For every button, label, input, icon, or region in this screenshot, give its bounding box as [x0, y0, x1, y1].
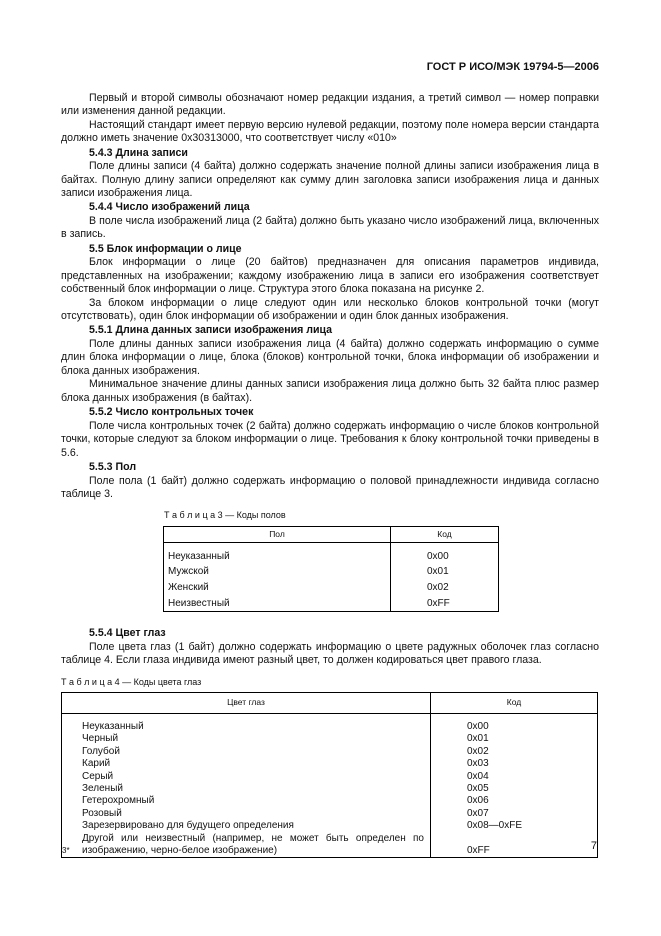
table-row — [62, 758, 598, 770]
paragraph: Поле пола (1 байт) должно содержать информацию о половой принадлежности индивида согласно таблице 3. — [61, 474, 599, 500]
table-row — [164, 580, 499, 596]
gender-cell: Неизвестный — [164, 596, 391, 612]
table-row — [62, 808, 598, 820]
table-spacer-row — [62, 713, 598, 721]
section-heading: 5.5.4 Цвет глаз — [89, 627, 166, 640]
eye-color-cell: Зеленый — [62, 783, 431, 795]
gender-cell: Неуказанный — [164, 549, 391, 565]
paragraph: Поле длины данных записи изображения лица (4 байта) должно содержать информацию о сумме длин блока информации о лице, блока (блоков) контрольной точки, блока информации об изображении и блока данных изображения. — [61, 338, 599, 377]
code-cell: 0x02 — [391, 580, 499, 596]
eye-color-cell: Зарезервировано для будущего определения — [62, 820, 431, 832]
eye-color-codes-table — [61, 692, 598, 858]
table-header-row — [164, 526, 499, 542]
section-heading: 5.4.4 Число изображений лица — [89, 201, 250, 214]
eye-color-cell: Карий — [62, 758, 431, 770]
table-row — [62, 833, 598, 858]
table-row — [62, 746, 598, 758]
code-cell: 0x02 — [431, 746, 598, 758]
table-row — [62, 820, 598, 832]
code-cell: 0x07 — [431, 808, 598, 820]
page-number: 7 — [590, 840, 597, 852]
eye-color-cell: Неуказанный — [62, 721, 431, 733]
eye-color-cell: Черный — [62, 733, 431, 745]
paragraph: Минимальное значение длины данных записи изображения лица должно быть 32 байта плюс размер блока данных изображения (в байтах). — [61, 378, 599, 404]
sheet-mark: 3* — [62, 846, 70, 855]
table-row — [164, 549, 499, 565]
code-cell: 0x08—0xFE — [431, 820, 598, 832]
code-cell: 0xFF — [431, 833, 598, 858]
table-row — [62, 783, 598, 795]
table-caption: Т а б л и ц а 3 — Коды полов — [164, 510, 286, 521]
section-heading: 5.5.2 Число контрольных точек — [89, 406, 254, 419]
table-row — [62, 733, 598, 745]
gender-cell: Мужской — [164, 564, 391, 580]
table-row — [62, 721, 598, 733]
table-row — [164, 564, 499, 580]
standard-header: ГОСТ Р ИСО/МЭК 19794-5—2006 — [426, 61, 599, 73]
table-row — [62, 771, 598, 783]
code-cell: 0x03 — [431, 758, 598, 770]
code-cell: 0x00 — [431, 721, 598, 733]
code-cell: 0x05 — [431, 783, 598, 795]
eye-color-cell: Голубой — [62, 746, 431, 758]
column-header-gender: Пол — [164, 526, 391, 542]
paragraph: Поле числа контрольных точек (2 байта) должно содержать информацию о числе блоков контрольной точки, которые следуют за блоком информации о лице. Требования к блоку контрольной точки приведены в 5.6. — [61, 419, 599, 459]
section-heading: 5.5.3 Пол — [89, 460, 137, 473]
code-cell: 0x01 — [391, 564, 499, 580]
code-cell: 0x01 — [431, 733, 598, 745]
table-row — [62, 795, 598, 807]
table-caption: Т а б л и ц а 4 — Коды цвета глаз — [61, 676, 202, 687]
column-header-code: Код — [431, 692, 598, 713]
column-header-code: Код — [391, 526, 499, 542]
paragraph: За блоком информации о лице следуют один или несколько блоков контрольной точки (могут отсутствовать), один блок информации об изображении и один блок данных изображения. — [61, 296, 599, 323]
code-cell: 0x00 — [391, 549, 499, 565]
paragraph: Первый и второй символы обозначают номер редакции издания, а третий символ — номер поправки или изменения данной редакции. — [61, 92, 599, 118]
section-heading: 5.5.1 Длина данных записи изображения лица — [89, 324, 333, 337]
paragraph: Поле длины записи (4 байта) должно содержать значение полной длины записи изображения лица в байтах. Полную длину записи определяют как сумму длин заголовка записи изображения лица и данных записи изображения лица. — [61, 160, 599, 200]
eye-color-cell: Серый — [62, 771, 431, 783]
table-header-row — [62, 692, 598, 713]
gender-codes-table — [163, 526, 499, 612]
eye-color-cell: Другой или неизвестный (например, не может быть определен по изображению, черно-белое изображение) — [62, 833, 431, 858]
paragraph: Блок информации о лице (20 байтов) предназначен для описания параметров индивида, представленных на изображении; каждому изображению лица в записи его изображения соответствует собственный блок информации о лице. Структура этого блока показана на рисунке 2. — [61, 256, 599, 296]
table-row — [164, 596, 499, 612]
section-heading: 5.5 Блок информации о лице — [89, 242, 242, 255]
paragraph: Поле цвета глаз (1 байт) должно содержать информацию о цвете радужных оболочек глаз согласно таблице 4. Если глаза индивида имеют разный цвет, то должен кодироваться цвет правого глаза. — [61, 640, 599, 667]
gender-cell: Женский — [164, 580, 391, 596]
code-cell: 0xFF — [391, 596, 499, 612]
column-header-eye-color: Цвет глаз — [62, 692, 431, 713]
eye-color-cell: Розовый — [62, 808, 431, 820]
page-content — [61, 92, 599, 858]
code-cell: 0x04 — [431, 771, 598, 783]
paragraph: Настоящий стандарт имеет первую версию нулевой редакции, поэтому поле номера версии стандарта должно иметь значение 0x30313000, что соответствует числу «010» — [61, 118, 599, 145]
paragraph: В поле числа изображений лица (2 байта) должно быть указано число изображений лица, включенных в запись. — [61, 215, 599, 241]
section-heading: 5.4.3 Длина записи — [89, 146, 188, 159]
code-cell: 0x06 — [431, 795, 598, 807]
eye-color-cell: Гетерохромный — [62, 795, 431, 807]
